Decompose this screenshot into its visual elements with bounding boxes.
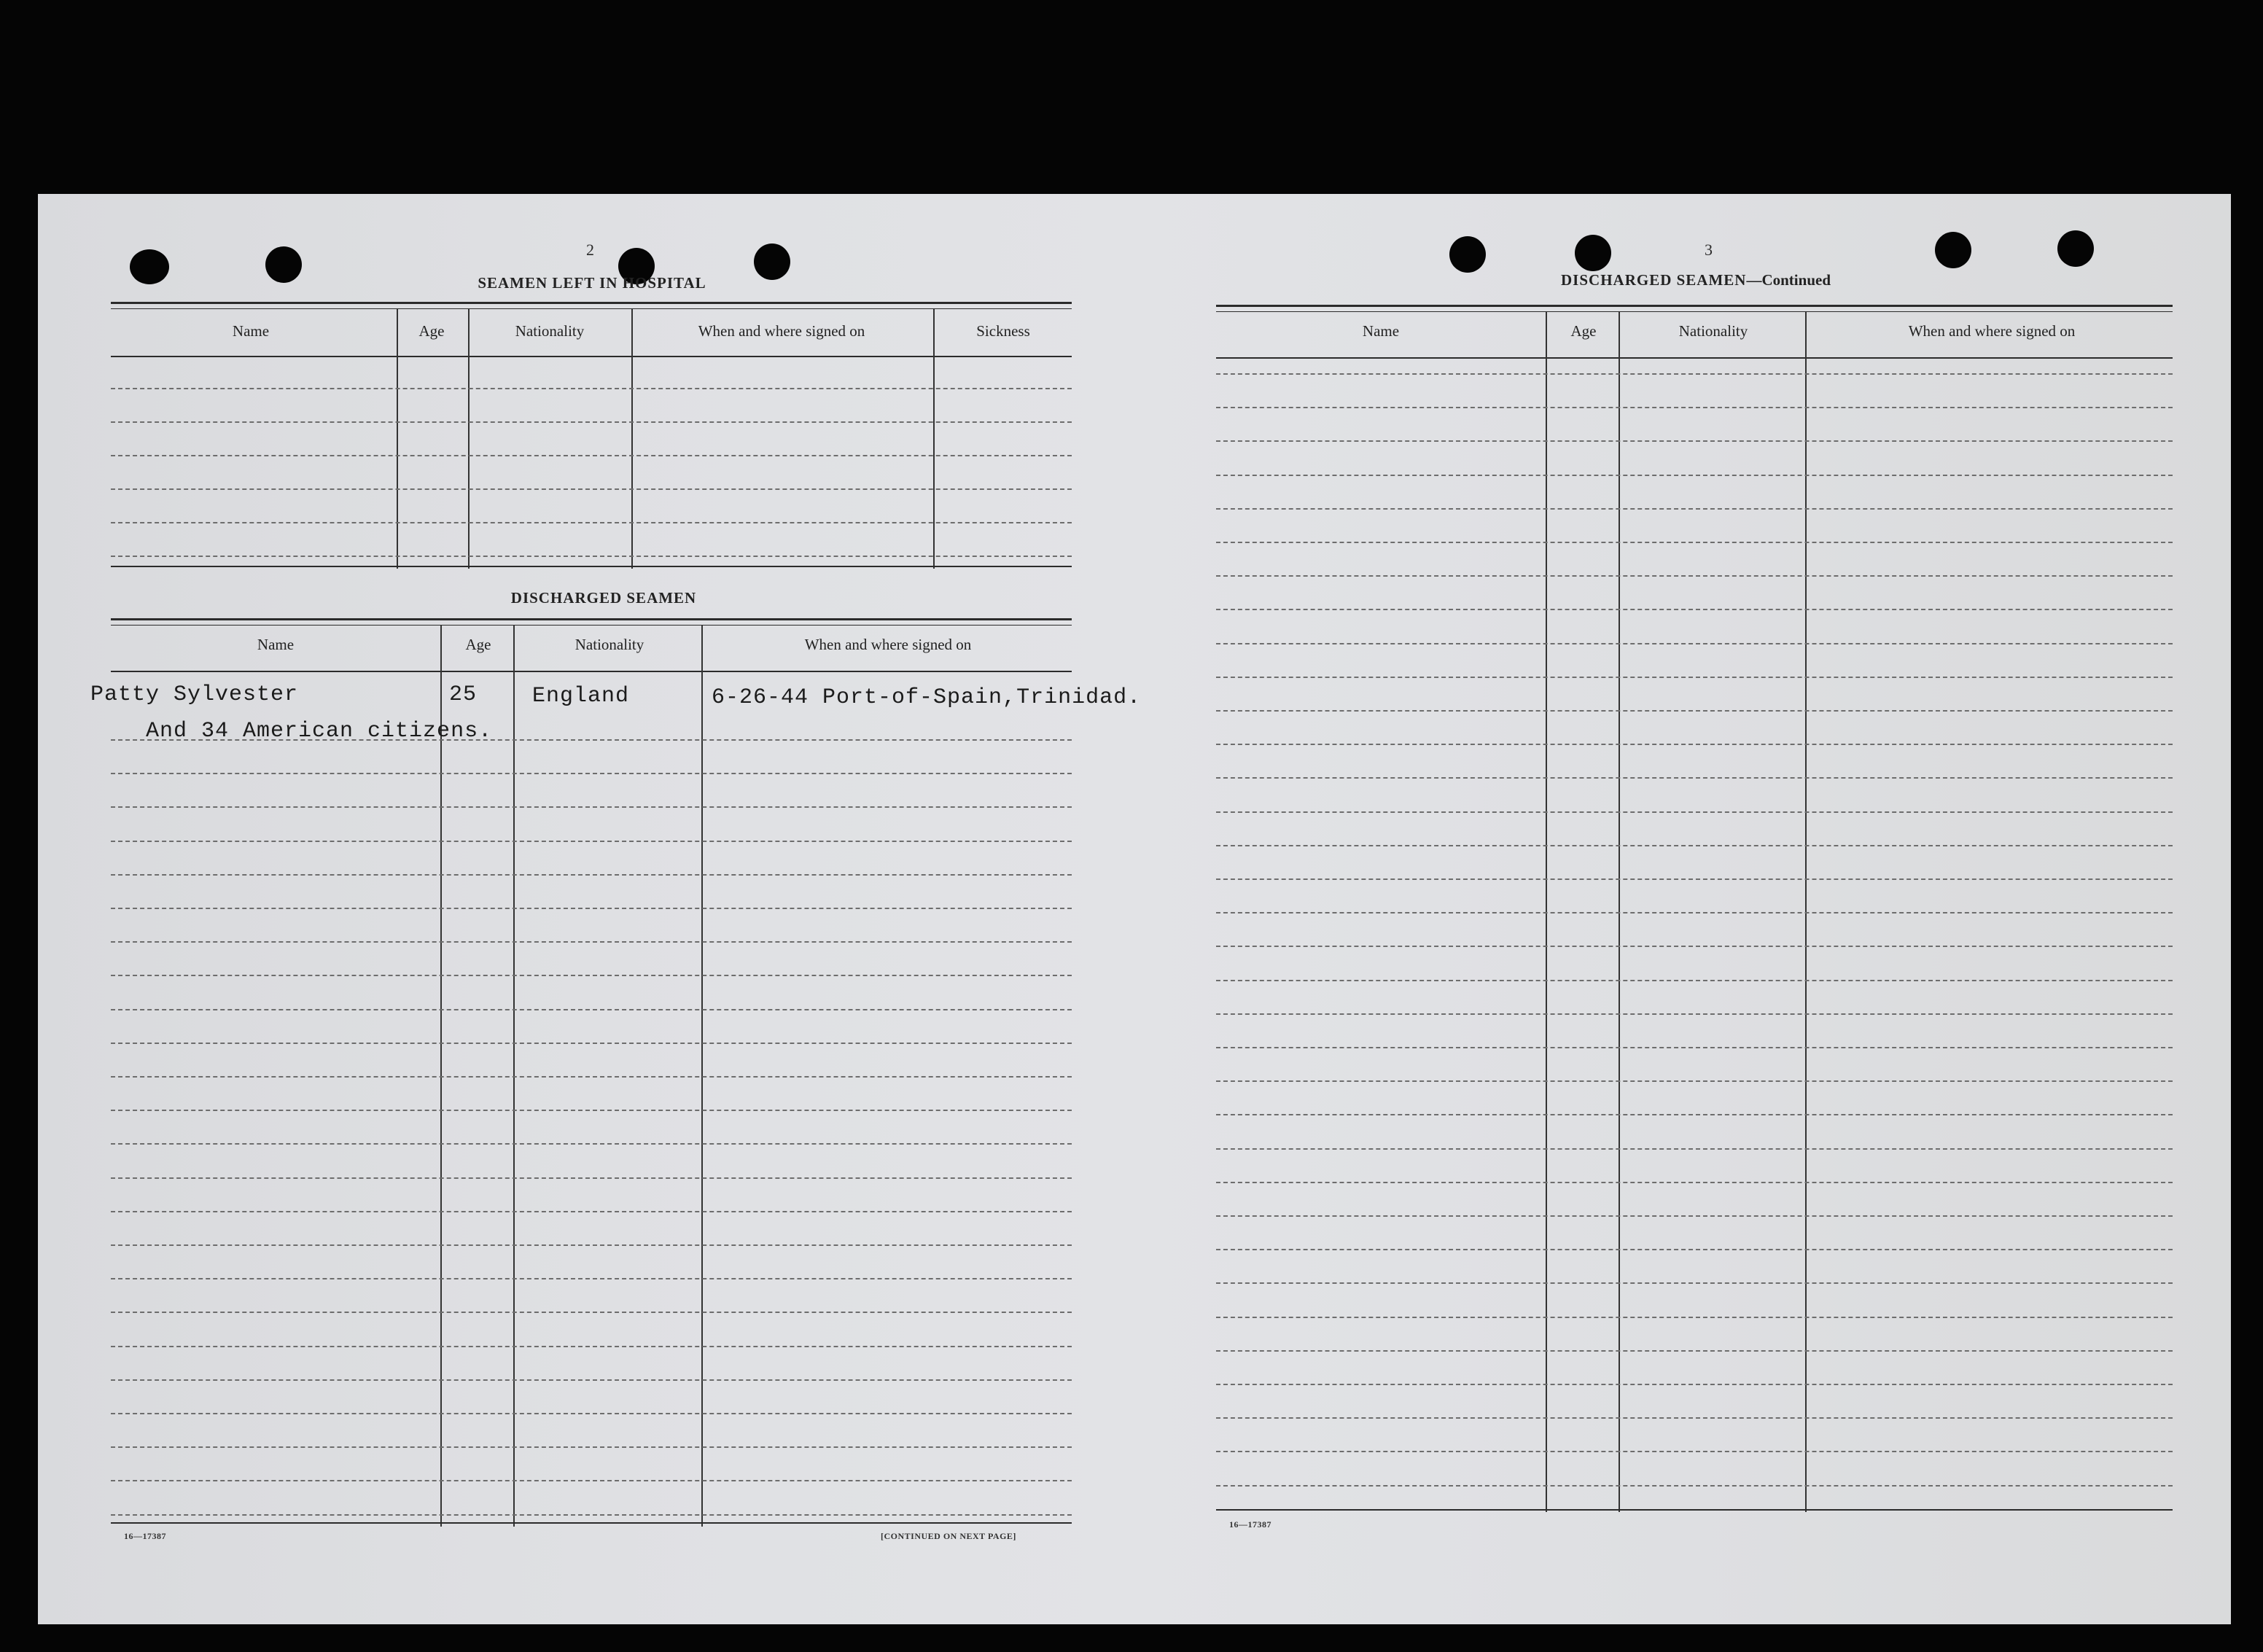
table-row — [1216, 1350, 2173, 1352]
discharged-continued-table — [1216, 305, 2173, 1513]
table-row — [1216, 1249, 2173, 1250]
column-header: Name — [232, 322, 270, 340]
table-row — [1216, 1485, 2173, 1487]
entry-signed-on: 6-26-44 Port-of-Spain,Trinidad. — [712, 685, 1142, 710]
column-header: When and where signed on — [804, 636, 972, 653]
punch-hole — [265, 246, 302, 283]
entry-note: And 34 American citizens. — [146, 719, 493, 744]
hospital-section-title: SEAMEN LEFT IN HOSPITAL — [478, 274, 706, 292]
form-number: 16—17387 — [124, 1531, 166, 1541]
form-number: 16—17387 — [1229, 1519, 1271, 1530]
column-divider — [631, 309, 633, 569]
table-bottom-rule — [1216, 1509, 2173, 1511]
section-title-suffix: —Continued — [1746, 271, 1831, 289]
table-row — [111, 1278, 1072, 1279]
table-bottom-rule — [111, 566, 1072, 567]
table-row — [1216, 777, 2173, 779]
table-row — [1216, 1047, 2173, 1048]
punch-hole — [1449, 236, 1486, 273]
table-row — [111, 421, 1072, 423]
table-row — [111, 975, 1072, 976]
table-row — [1216, 1148, 2173, 1150]
column-header: Age — [465, 636, 491, 653]
column-header: Nationality — [515, 322, 585, 340]
page-number: 2 — [586, 241, 595, 259]
table-row — [111, 1480, 1072, 1481]
punch-hole — [130, 249, 169, 284]
table-row — [1216, 407, 2173, 408]
section-title: DISCHARGED SEAMEN — [1561, 271, 1747, 289]
table-row — [111, 806, 1072, 808]
table-row — [111, 841, 1072, 842]
punch-hole — [1935, 232, 1971, 268]
table-row — [1216, 542, 2173, 543]
table-row — [111, 556, 1072, 557]
table-row — [111, 941, 1072, 943]
table-row — [1216, 1384, 2173, 1385]
column-divider — [468, 309, 470, 569]
table-row — [1216, 811, 2173, 813]
table-row — [111, 522, 1072, 523]
column-header: When and where signed on — [1908, 322, 2076, 340]
table-row — [111, 488, 1072, 490]
table-row — [111, 1110, 1072, 1111]
column-header: When and where signed on — [698, 322, 865, 340]
table-row — [1216, 475, 2173, 476]
table-row — [1216, 710, 2173, 712]
table-row — [1216, 1013, 2173, 1015]
entry-age: 25 — [449, 682, 478, 707]
table-row — [1216, 1417, 2173, 1419]
table-row — [111, 1514, 1072, 1516]
table-row — [111, 1009, 1072, 1010]
table-row — [1216, 1451, 2173, 1452]
table-row — [1216, 980, 2173, 981]
table-row — [1216, 609, 2173, 610]
punch-hole — [1575, 235, 1611, 271]
continued-note: [CONTINUED ON NEXT PAGE] — [881, 1531, 1016, 1541]
header-rule — [1216, 357, 2173, 359]
discharged-section-title: DISCHARGED SEAMEN — [510, 589, 697, 607]
table-row — [111, 1076, 1072, 1078]
header-rule — [111, 356, 1072, 357]
table-row — [1216, 508, 2173, 510]
punch-hole — [754, 243, 790, 280]
table-row — [1216, 946, 2173, 947]
table-top-rule — [1216, 305, 2173, 312]
table-row — [1216, 1215, 2173, 1217]
column-header: Name — [257, 636, 295, 653]
table-row — [111, 1379, 1072, 1381]
table-bottom-rule — [111, 1522, 1072, 1524]
table-row — [111, 1177, 1072, 1179]
table-row — [111, 1244, 1072, 1246]
table-row — [111, 773, 1072, 774]
table-row — [1216, 440, 2173, 442]
table-row — [1216, 845, 2173, 846]
table-row — [111, 1211, 1072, 1212]
column-header: Nationality — [574, 636, 644, 653]
table-row — [111, 455, 1072, 456]
table-row — [111, 1446, 1072, 1448]
table-row — [111, 1413, 1072, 1414]
table-row — [1216, 1114, 2173, 1115]
discharged-continued-title — [1561, 271, 1831, 289]
table-row — [1216, 1317, 2173, 1318]
table-row — [111, 388, 1072, 389]
hospital-table — [111, 302, 1072, 567]
table-row — [1216, 643, 2173, 644]
column-header: Age — [1570, 322, 1597, 340]
column-divider — [397, 309, 398, 569]
table-row — [111, 1043, 1072, 1044]
table-row — [1216, 912, 2173, 913]
page-number: 3 — [1705, 241, 1713, 259]
table-row — [111, 908, 1072, 909]
table-row — [1216, 878, 2173, 880]
table-top-rule — [111, 618, 1072, 626]
column-header: Name — [1362, 322, 1400, 340]
entry-name: Patty Sylvester — [90, 682, 299, 707]
table-row — [1216, 1182, 2173, 1183]
punch-hole — [2057, 230, 2094, 267]
table-row — [1216, 575, 2173, 577]
table-row — [111, 1312, 1072, 1313]
table-row — [1216, 1080, 2173, 1082]
table-row — [111, 1143, 1072, 1145]
entry-nationality: England — [532, 684, 630, 709]
table-top-rule — [111, 302, 1072, 309]
table-row — [1216, 1282, 2173, 1284]
column-divider — [933, 309, 935, 569]
column-header: Sickness — [976, 322, 1030, 340]
discharged-table — [111, 618, 1072, 1524]
column-header: Age — [418, 322, 445, 340]
column-header: Nationality — [1678, 322, 1748, 340]
header-rule — [111, 671, 1072, 672]
table-row — [1216, 677, 2173, 678]
table-row — [1216, 744, 2173, 745]
table-row — [1216, 373, 2173, 375]
table-row — [111, 1346, 1072, 1347]
table-row — [111, 874, 1072, 876]
